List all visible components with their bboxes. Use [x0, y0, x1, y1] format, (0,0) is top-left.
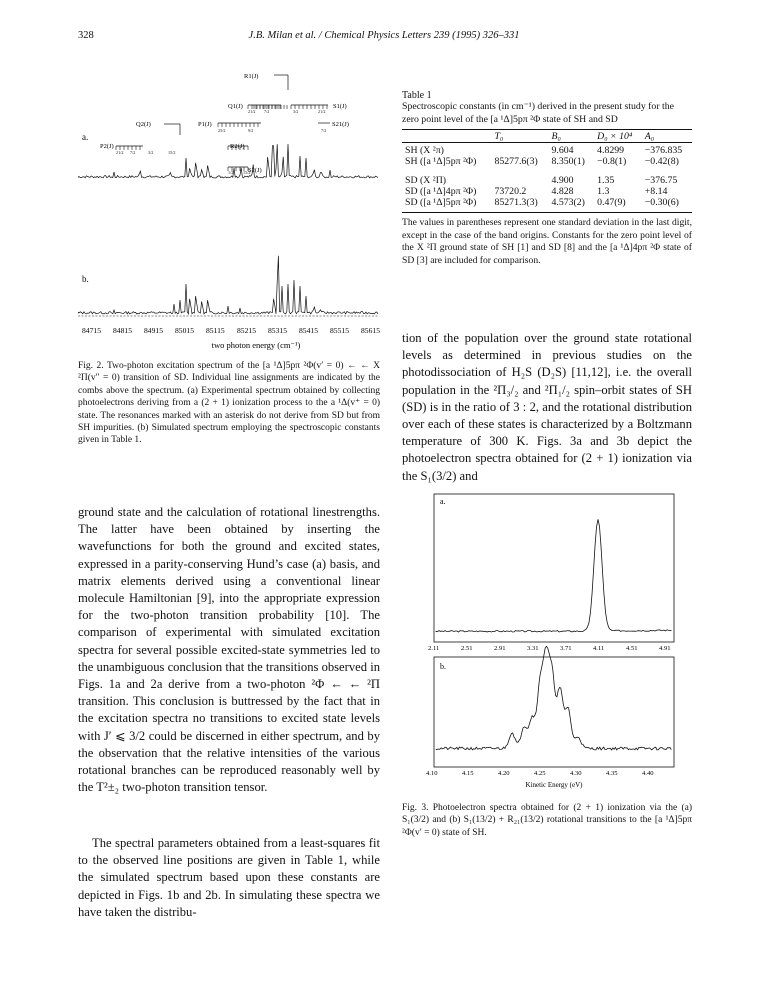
- x-tick: 3.31: [527, 645, 539, 652]
- fig3-caption: Fig. 3. Photoelectron spectra obtained for (2 + 1) ionization via the (a) S₁(3/2) and (b) S₁(13/2) + R₂₁(13/2) rotational transitions to the [a ¹Δ]5pπ ²Φ(v′ = 0) state of SH.: [402, 803, 692, 838]
- table-cell: 4.828: [551, 186, 574, 198]
- table-header-cell: T₀: [494, 131, 504, 143]
- branch-label: Q1(J): [228, 103, 243, 110]
- branch-label: P1(J): [198, 121, 212, 128]
- comb-number: 3/2: [148, 150, 154, 155]
- x-tick: 4.40: [642, 770, 654, 777]
- table-1-caption: Spectroscopic constants (in cm⁻¹) derived in the present study for the zero point level of the [a ¹Δ]5pπ ²Φ state of SH and SD: [402, 101, 675, 125]
- x-tick: 85515: [330, 326, 349, 335]
- x-tick: 2.51: [461, 645, 473, 652]
- fig2-comb-teeth: [116, 105, 327, 171]
- table-cell: 1.35: [597, 175, 615, 187]
- x-tick: 3.71: [560, 645, 572, 652]
- left-body-paragraph-2: The spectral parameters obtained from a least-squares fit to the observed line positions are given in Table 1, while the simulated spectrum based upon these constants are depicted in Figs. 1b and 2b. In simulating these spectra we have taken the distribu-: [78, 836, 380, 919]
- table-cell: [491, 175, 548, 186]
- fig2b-spectrum-trace: [78, 256, 378, 314]
- comb-number: 21/2: [318, 109, 326, 114]
- table-1: [402, 90, 692, 268]
- comb-number: 7/2: [130, 150, 136, 155]
- x-tick: 85215: [237, 326, 256, 335]
- branch-label: S21(J): [332, 121, 349, 128]
- branch-label: S2(J): [248, 167, 262, 174]
- comb-number: 21/2: [248, 109, 256, 114]
- x-tick: 84715: [82, 326, 101, 335]
- fig2-x-ticks: [82, 326, 380, 335]
- table-cell: SD ([a ¹Δ]5pπ ²Φ): [405, 197, 477, 209]
- fig2-x-axis-label: two photon energy (cm⁻¹): [211, 340, 301, 350]
- table-cell: 4.8299: [597, 145, 625, 157]
- table-cell: 4.900: [551, 175, 574, 187]
- table-cell: −0.42(8): [644, 156, 679, 168]
- x-tick: 4.35: [606, 770, 618, 777]
- x-tick: 85615: [361, 326, 380, 335]
- x-tick: 4.10: [426, 770, 438, 777]
- comb-number: 1/2: [228, 170, 234, 175]
- x-tick: 84815: [113, 326, 132, 335]
- table-cell: SH ([a ¹Δ]5pπ ²Φ): [405, 156, 477, 168]
- right-body-paragraph: tion of the population over the ground state rotational levels as determined in previous studies on the photodissociation of H₂S (D₂S) [11,12], i.e. the overall population in the ²Π₃/₂ and ²Π₁/₂ spin–orbit states of SH (SD) is in the ratio of 3 : 2, and the rotational distribution over each of these states is characterized by a Boltzmann temperature of 300 K. Figs. 3a and 3b depict the photoelectron spectra obtained for (2 + 1) ionization via the S₁(3/2) and: [402, 331, 692, 483]
- table-cell: [491, 145, 548, 156]
- table-cell: 85271.3(3): [494, 197, 538, 209]
- comb-number: 7/2: [321, 128, 327, 133]
- fig3a-x-ticks: [428, 645, 671, 652]
- branch-label: R2(J): [230, 143, 245, 150]
- table-cell: 85277.6(3): [494, 156, 538, 168]
- table-cell: SD (X ²Π): [405, 175, 447, 187]
- comb-number: 25/2: [218, 128, 226, 133]
- table-cell: 0.47(9): [597, 197, 626, 209]
- table-row: [402, 145, 692, 156]
- branch-label: Q2(J): [136, 121, 151, 128]
- table-cell: −376.75: [644, 175, 678, 187]
- x-tick: 84915: [144, 326, 163, 335]
- table-row: [402, 156, 692, 167]
- fig2-branch-labels: [100, 73, 349, 174]
- fig2-comb-numbers: [116, 109, 326, 175]
- table-cell: −0.8(1): [597, 156, 627, 168]
- table-cell: SD ([a ¹Δ]4pπ ²Φ): [405, 186, 477, 198]
- x-tick: 4.51: [626, 645, 638, 652]
- branch-label: R1(J): [244, 73, 259, 80]
- branch-label: S1(J): [333, 103, 347, 110]
- running-title: J.B. Milan et al. / Chemical Physics Letters 239 (1995) 326–331: [248, 30, 520, 41]
- table-header-cell: [402, 131, 491, 143]
- x-tick: 2.91: [494, 645, 506, 652]
- table-cell: 1.3: [597, 186, 610, 198]
- x-tick: 4.11: [593, 645, 605, 652]
- comb-number: 15/2: [243, 170, 251, 175]
- x-tick: 85115: [206, 326, 225, 335]
- table-cell: −0.30(6): [644, 197, 679, 209]
- table-header-cell: D₀ × 10⁴: [597, 131, 633, 143]
- page-header: [0, 30, 768, 46]
- table-cell: 8.350(1): [551, 156, 585, 168]
- table-1-title: Table 1: [402, 90, 432, 101]
- x-tick: 85315: [268, 326, 287, 335]
- comb-number: 21/2: [116, 150, 124, 155]
- x-tick: 4.15: [462, 770, 474, 777]
- fig3-x-axis-label: Kinetic Energy (eV): [525, 781, 583, 789]
- table-header-cell: B₀: [551, 131, 561, 143]
- fig3a-spectrum-trace: [436, 519, 672, 632]
- fig3b-x-ticks: [426, 770, 654, 777]
- table-row: [402, 186, 692, 197]
- table-cell: 9.604: [551, 145, 574, 157]
- page-number: 328: [78, 30, 94, 41]
- x-tick: 4.30: [570, 770, 582, 777]
- table-cell: +8.14: [644, 186, 668, 198]
- branch-label: P2(J): [100, 143, 114, 150]
- x-tick: 85415: [299, 326, 318, 335]
- comb-number: 7/2: [264, 109, 270, 114]
- comb-number: 3/2: [293, 109, 299, 114]
- table-cell: 73720.2: [494, 186, 527, 198]
- figure-2-spectrum: [78, 60, 384, 352]
- fig3-panel-a-label: a.: [440, 497, 446, 506]
- fig3a-frame: [434, 494, 674, 642]
- table-cell: 4.573(2): [551, 197, 585, 209]
- table-cell: SH (X ²π): [405, 145, 444, 157]
- x-tick: 4.91: [659, 645, 671, 652]
- fig2-caption: Fig. 2. Two-photon excitation spectrum of the [a ¹Δ]5pπ ²Φ(v′ = 0) ← ← X ²Π(v″ = 0) transition of SD. Individual line assignments are indicated by the combs above the spectrum. (a) Experimental spectrum obtained by collecting photoelectrons deriving from a (2 + 1) ionization process to the a ¹Δ(v⁺ = 0) state. The resonances marked with an asterisk do not derive from SD but from SH impurities. (b) Simulated spectrum employing the spectroscopic constants given in Table 1.: [78, 361, 380, 446]
- x-tick: 4.25: [534, 770, 546, 777]
- table-row: [402, 197, 692, 208]
- figure-3-photoelectron-spectra: [420, 492, 690, 792]
- table-header-row: [402, 131, 692, 143]
- table-cell: −376.835: [644, 145, 683, 157]
- table-header-cell: A₀: [644, 131, 655, 143]
- table-1-grid: [402, 131, 692, 208]
- comb-number: 9/2: [248, 128, 254, 133]
- fig3-panel-b-label: b.: [440, 662, 446, 671]
- comb-number: 15/2: [168, 150, 176, 155]
- x-tick: 4.20: [498, 770, 510, 777]
- x-tick: 85015: [175, 326, 194, 335]
- fig2-panel-b-label: b.: [82, 274, 89, 284]
- table-1-note: The values in parentheses represent one standard deviation in the last digit, except in the case of the band origins. Constants for the zero point level of the X ²Π ground state of SH [1] and SD [8] and the [a ¹Δ]4pπ ²Φ state of SD [3] are included for comparison.: [402, 217, 692, 266]
- fig3b-frame: [434, 657, 674, 767]
- x-tick: 2.11: [428, 645, 440, 652]
- left-body-paragraph: ground state and the calculation of rotational linestrengths. The latter have been obtained by inserting the wavefunctions for both the ground and excited states, expressed in a parity-conserving Hund’s case (a) basis, and matrix elements derived using a conventional linear molecule Hamiltonian [9], into the appropriate expression for the two-photon transition probability [10]. The comparison of experimental with simulated excitation spectra for several possible excited-state symmetries led to the unambiguous conclusion that the transitions observed in Figs. 1a and 2a derive from a two-photon ²Φ ← ← ²Π transition. This conclusion is buttressed by the fact that in the excitation spectra no transitions to excited state levels with J′ ⩽ 3/2 could be discerned in either spectrum, and by the observation that the relative intensities of the various rotational branches can be reproduced reasonably well by the T²±₂ two-photon transition tensor.: [78, 505, 380, 795]
- fig2-panel-a-label: a.: [82, 132, 89, 142]
- fig3b-spectrum-trace: [436, 646, 671, 750]
- table-row: [402, 175, 692, 186]
